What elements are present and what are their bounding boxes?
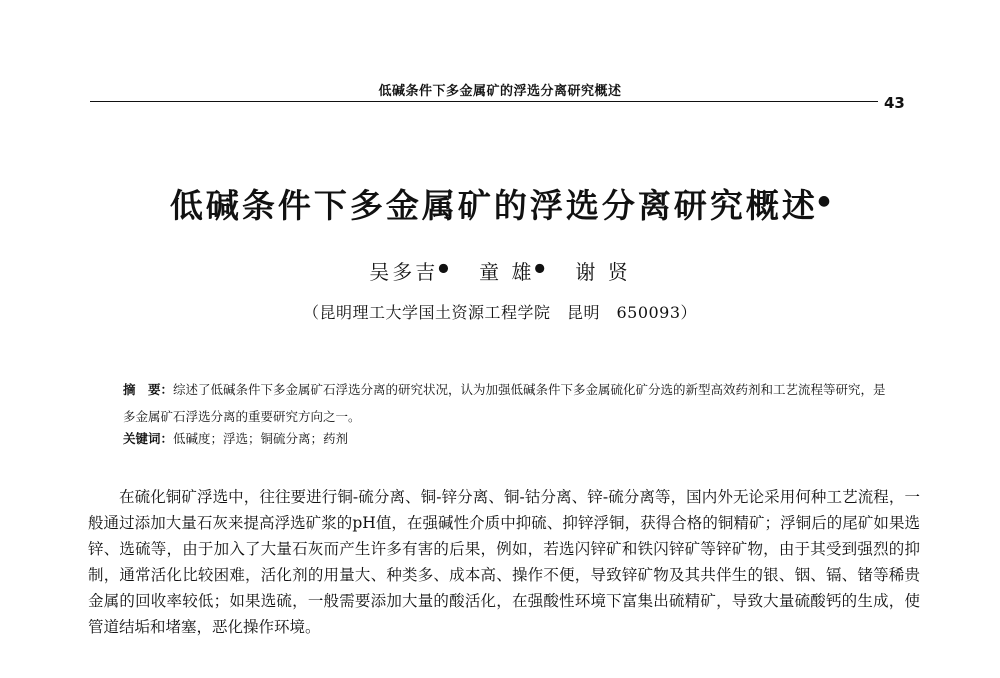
header-rule xyxy=(90,101,878,102)
keywords-label: 关键词： xyxy=(123,431,174,446)
author-list xyxy=(0,256,1000,285)
author-name: 谢 贤 xyxy=(575,260,631,284)
running-head: 低碱条件下多金属矿的浮选分离研究概述 xyxy=(378,84,622,99)
title-footnote-mark: ● xyxy=(817,193,831,209)
author-footnote-mark: ● xyxy=(534,260,545,275)
page-number: 43 xyxy=(884,94,905,112)
keywords-text: 低碱度；浮选；铜硫分离；药剂 xyxy=(173,431,349,446)
body-paragraph: 在硫化铜矿浮选中，往往要进行铜-硫分离、铜-锌分离、铜-钴分离、锌-硫分离等，国内外无论采用何种工艺流程，一般通过添加大量石灰来提高浮选矿浆的pH值，在强碱性介质中抑硫、抑锌浮铜，获得合格的铜精矿；浮铜后的尾矿如果选锌、选硫等，由于加入了大量石灰而产生许多有害的后果，例如，若选闪锌矿和铁闪锌矿等锌矿物，由于其受到强烈的抑制，通常活化比较困难，活化剂的用量大、种类多、成本高、操作不便，导致锌矿物及其共伴生的银、铟、镉、锗等稀贵金属的回收率较低；如果选硫，一般需要添加大量的酸活化，在强酸性环境下富集出硫精矿，导致大量硫酸钙的生成，使管道结垢和堵塞，恶化操作环境。 xyxy=(88,488,920,636)
keywords xyxy=(123,429,893,447)
author xyxy=(575,260,630,284)
abstract-text: 综述了低碱条件下多金属矿石浮选分离的研究状况，认为加强低碱条件下多金属硫化矿分选的新型高效药剂和工艺流程等研究，是多金属矿石浮选分离的重要研究方向之一。 xyxy=(123,382,886,424)
abstract xyxy=(123,376,893,430)
author xyxy=(369,260,448,284)
affiliation: （昆明理工大学国土资源工程学院 昆明 650093） xyxy=(302,303,698,322)
author-name: 吴多吉 xyxy=(369,260,439,284)
author xyxy=(479,260,545,284)
title-text: 低碱条件下多金属矿的浮选分离研究概述 xyxy=(169,186,818,225)
article-title xyxy=(0,180,1000,227)
author-name: 童 雄 xyxy=(479,260,535,284)
author-footnote-mark: ● xyxy=(438,260,449,275)
abstract-label: 摘 要： xyxy=(123,382,174,397)
